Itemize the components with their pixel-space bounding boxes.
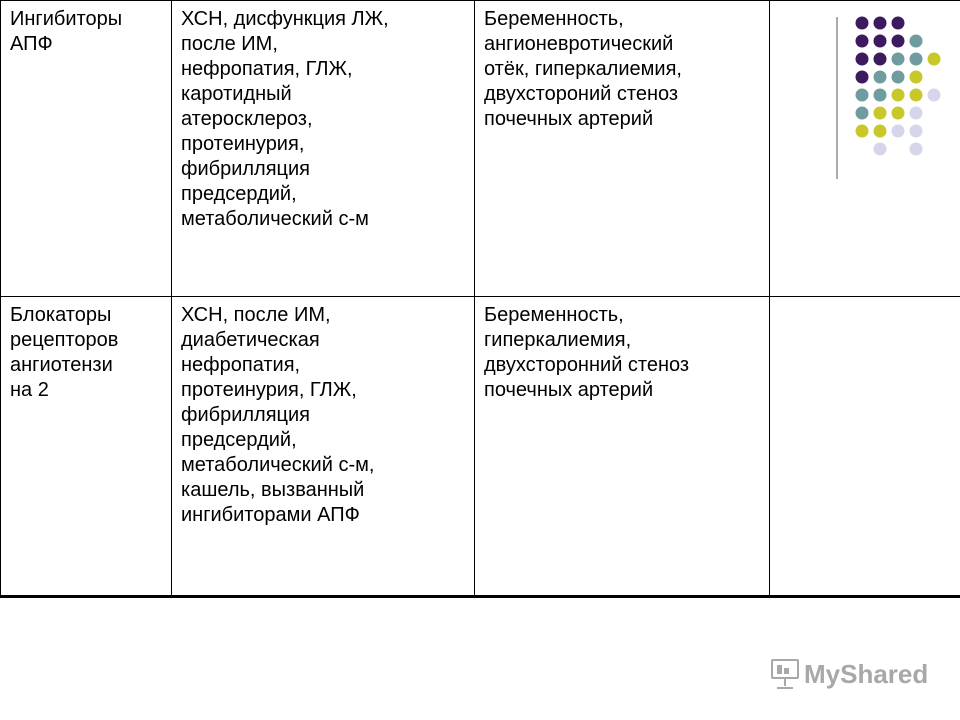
drug-class-cell	[1, 297, 172, 597]
decor-dot	[910, 89, 923, 102]
decor-dot	[910, 107, 923, 120]
decor-dot	[892, 17, 905, 30]
decor-dot	[928, 53, 941, 66]
decor-dot	[856, 107, 869, 120]
decor-dot	[874, 71, 887, 84]
decoration-cell	[770, 1, 960, 297]
contraindications-text: Беременность, гиперкалиемия, двухсторонний стеноз почечных артерий	[484, 304, 690, 401]
decor-dot	[892, 35, 905, 48]
decor-dot	[928, 89, 941, 102]
decor-dot	[874, 125, 887, 138]
decor-dot	[874, 35, 887, 48]
decor-dot	[856, 125, 869, 138]
decor-dot	[892, 125, 905, 138]
decor-dot	[892, 89, 905, 102]
contraindications-cell	[475, 297, 770, 597]
decor-dot	[892, 71, 905, 84]
indications-text: ХСН, дисфункция ЛЖ, после ИМ, нефропатия, ГЛЖ, каротидный атеросклероз, протеинурия, фибрилляция предсердий, метаболический с-м	[181, 8, 389, 230]
decor-dot	[910, 143, 923, 156]
decor-dot	[856, 53, 869, 66]
drug-class-text: Ингибиторы АПФ	[10, 8, 123, 55]
contraindications-text: Беременность, ангионевротический отёк, гиперкалиемия, двухстороний стеноз почечных артерий	[484, 8, 682, 130]
dot-group	[856, 17, 941, 156]
indications-text: ХСН, после ИМ, диабетическая нефропатия, протеинурия, ГЛЖ, фибрилляция предсердий, метаболический с-м, кашель, вызванный ингибиторами АПФ	[181, 304, 375, 526]
table-row	[1, 1, 960, 297]
table-row	[1, 297, 960, 597]
decor-dot	[910, 71, 923, 84]
decor-dot	[910, 53, 923, 66]
dot-grid-decoration	[836, 15, 956, 185]
indications-cell	[172, 1, 475, 297]
contraindications-cell	[475, 1, 770, 297]
decor-dot	[874, 53, 887, 66]
decor-dot	[856, 89, 869, 102]
indications-cell	[172, 297, 475, 597]
empty-cell	[770, 297, 960, 597]
decor-dot	[874, 89, 887, 102]
drug-class-text: Блокаторы рецепторов ангиотензи на 2	[10, 304, 119, 401]
decor-dot	[892, 107, 905, 120]
watermark-graphic	[768, 654, 938, 694]
decor-dot	[874, 17, 887, 30]
presentation-icon	[772, 660, 798, 688]
decor-dot	[856, 71, 869, 84]
watermark-text: MyShared	[804, 659, 929, 689]
decor-dot	[856, 17, 869, 30]
decor-dot	[910, 35, 923, 48]
decor-dot	[910, 125, 923, 138]
decor-dot	[856, 35, 869, 48]
watermark-logo	[768, 654, 938, 694]
decor-dot	[874, 143, 887, 156]
decor-dot	[892, 53, 905, 66]
drug-class-cell	[1, 1, 172, 297]
decor-dot	[874, 107, 887, 120]
